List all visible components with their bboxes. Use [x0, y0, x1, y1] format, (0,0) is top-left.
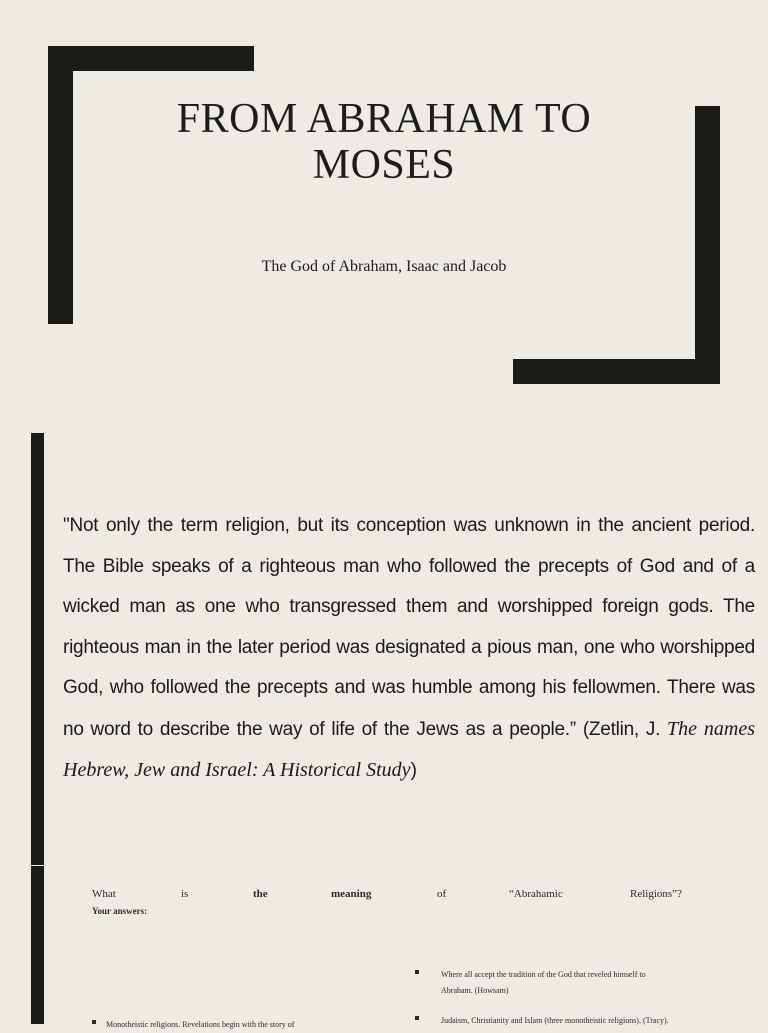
answer-item — [92, 1017, 392, 1029]
question-word-5: of — [437, 888, 447, 900]
page-title — [0, 96, 768, 188]
question-word-4: meaning — [331, 888, 372, 900]
answer-text-line: Where all accept the tradition of the God that reveled himself to — [441, 970, 646, 979]
question-word-2: is — [181, 888, 189, 900]
citation-title: The names Hebrew, Jew and Israel: A Historical Study — [63, 717, 755, 781]
bullet-square-icon — [92, 1020, 96, 1024]
answer-text-line: Abraham. (Howsam) — [441, 986, 509, 995]
quote-accent-bar — [31, 433, 44, 865]
quote-text-block — [63, 506, 755, 792]
bullet-square-icon — [415, 970, 419, 974]
question-word-7: Religions”? — [630, 888, 682, 900]
question-word-3: the — [253, 888, 268, 900]
answer-item — [415, 967, 745, 1001]
answer-item — [415, 1013, 745, 1024]
title-line-1: FROM ABRAHAM TO — [176, 96, 592, 142]
quote-body: "Not only the term religion, but its conception was unknown in the ancient period. The Bible speaks of a righteous man who followed the precepts of God and of a wicked man as one who transgressed them and worshipped foreign gods. The righteous man in the later period was designated a pious man, one who worshipped God, who followed the precepts and was humble among his fellowmen. There was no word to describe the way of life of the Jews as a people.” (Zetlin, J. — [63, 515, 755, 740]
title-line-2: MOSES — [312, 142, 456, 188]
bullet-square-icon — [415, 1016, 419, 1020]
question-word-6: “Abrahamic — [509, 888, 563, 900]
question-accent-bar — [31, 866, 44, 1024]
answer-text-line: Monotheistic religions. Revelations begin with the story of — [106, 1020, 295, 1029]
frame-top-left-horizontal — [48, 46, 254, 71]
answer-text-line: Judaism, Christianity and Islam (three monotheistic religions). (Tracy). — [441, 1016, 669, 1025]
subtitle: The God of Abraham, Isaac and Jacob — [261, 258, 507, 275]
frame-bottom-right-horizontal — [513, 359, 720, 384]
your-answers-label: Your answers: — [92, 906, 148, 916]
question-word-1: What — [92, 888, 116, 900]
citation-close: ) — [410, 760, 417, 781]
